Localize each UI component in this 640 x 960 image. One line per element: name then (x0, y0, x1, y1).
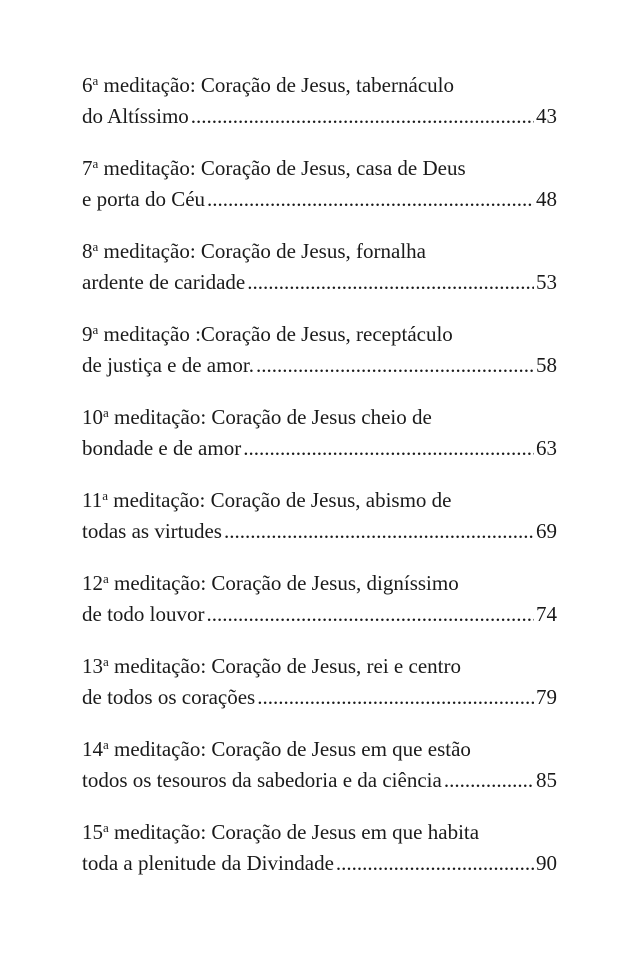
entry-title-line1: meditação: Coração de Jesus em que habita (114, 820, 480, 844)
toc-entry (82, 402, 557, 464)
ordinal-mark: a (103, 737, 109, 752)
dot-leader (191, 101, 534, 132)
entry-title-line2: todos os tesouros da sabedoria e da ciência (82, 768, 442, 792)
entry-number: 15 (82, 820, 103, 844)
entry-number: 14 (82, 737, 103, 761)
entry-number: 12 (82, 571, 103, 595)
entry-number: 13 (82, 654, 103, 678)
dot-leader (256, 350, 534, 381)
entry-number: 9 (82, 322, 93, 346)
ordinal-mark: a (103, 820, 109, 835)
entry-title-line1: meditação: Coração de Jesus, casa de Deus (103, 156, 466, 180)
entry-title-line2: ardente de caridade (82, 270, 246, 294)
entry-title-line2: todas as virtudes (82, 519, 222, 543)
dot-leader (247, 267, 534, 298)
page-number: 85 (536, 768, 557, 792)
page-number: 90 (536, 851, 557, 875)
ordinal-mark: a (102, 488, 109, 503)
toc-entry (82, 153, 557, 215)
dot-leader (444, 765, 534, 796)
toc-entry (82, 485, 557, 547)
page-number: 48 (536, 187, 557, 211)
page-number: 74 (536, 602, 557, 626)
entry-number: 6 (82, 73, 93, 97)
entry-title-line2: de justiça e de amor. (82, 353, 255, 377)
ordinal-mark: a (103, 405, 109, 420)
entry-number: 7 (82, 156, 93, 180)
dot-leader (207, 184, 534, 215)
ordinal-mark: a (103, 571, 109, 586)
dot-leader (336, 848, 534, 879)
dot-leader (206, 599, 534, 630)
entry-title-line1: meditação: Coração de Jesus, rei e centro (114, 654, 461, 678)
entry-title-line1: meditação: Coração de Jesus, tabernáculo (103, 73, 454, 97)
page-number: 79 (536, 685, 557, 709)
page-number: 63 (536, 436, 557, 460)
page-number: 53 (536, 270, 557, 294)
entry-title-line1: meditação: Coração de Jesus, fornalha (103, 239, 426, 263)
ordinal-mark: a (92, 73, 99, 88)
page-number: 58 (536, 353, 557, 377)
entry-title-line1: meditação: Coração de Jesus cheio de (114, 405, 432, 429)
entry-number: 11 (82, 488, 103, 512)
page-number: 43 (536, 104, 557, 128)
toc-entry (82, 817, 557, 879)
ordinal-mark: a (92, 239, 99, 254)
ordinal-mark: a (103, 654, 109, 669)
ordinal-mark: a (92, 156, 99, 171)
entry-title-line2: bondade e de amor (82, 436, 242, 460)
entry-title-line1: meditação: Coração de Jesus, abismo de (113, 488, 452, 512)
dot-leader (224, 516, 534, 547)
ordinal-mark: a (92, 322, 99, 337)
entry-title-line1: meditação: Coração de Jesus, digníssimo (114, 571, 459, 595)
entry-title-line1: meditação: Coração de Jesus em que estão (114, 737, 471, 761)
toc-entry (82, 236, 557, 298)
dot-leader (243, 433, 534, 464)
page-number: 69 (536, 519, 557, 543)
entry-number: 10 (82, 405, 103, 429)
entry-number: 8 (82, 239, 93, 263)
entry-title-line2: do Altíssimo (82, 104, 189, 128)
toc-entry (82, 568, 557, 630)
entry-title-line2: de todos os corações (82, 685, 256, 709)
entry-title-line2: toda a plenitude da Divindade (82, 851, 334, 875)
entry-title-line2: de todo louvor (82, 602, 205, 626)
dot-leader (257, 682, 534, 713)
entry-title-line1: meditação :Coração de Jesus, receptáculo (103, 322, 453, 346)
table-of-contents (82, 70, 557, 900)
toc-entry (82, 319, 557, 381)
toc-entry (82, 651, 557, 713)
entry-title-line2: e porta do Céu (82, 187, 206, 211)
toc-entry (82, 70, 557, 132)
toc-entry (82, 734, 557, 796)
